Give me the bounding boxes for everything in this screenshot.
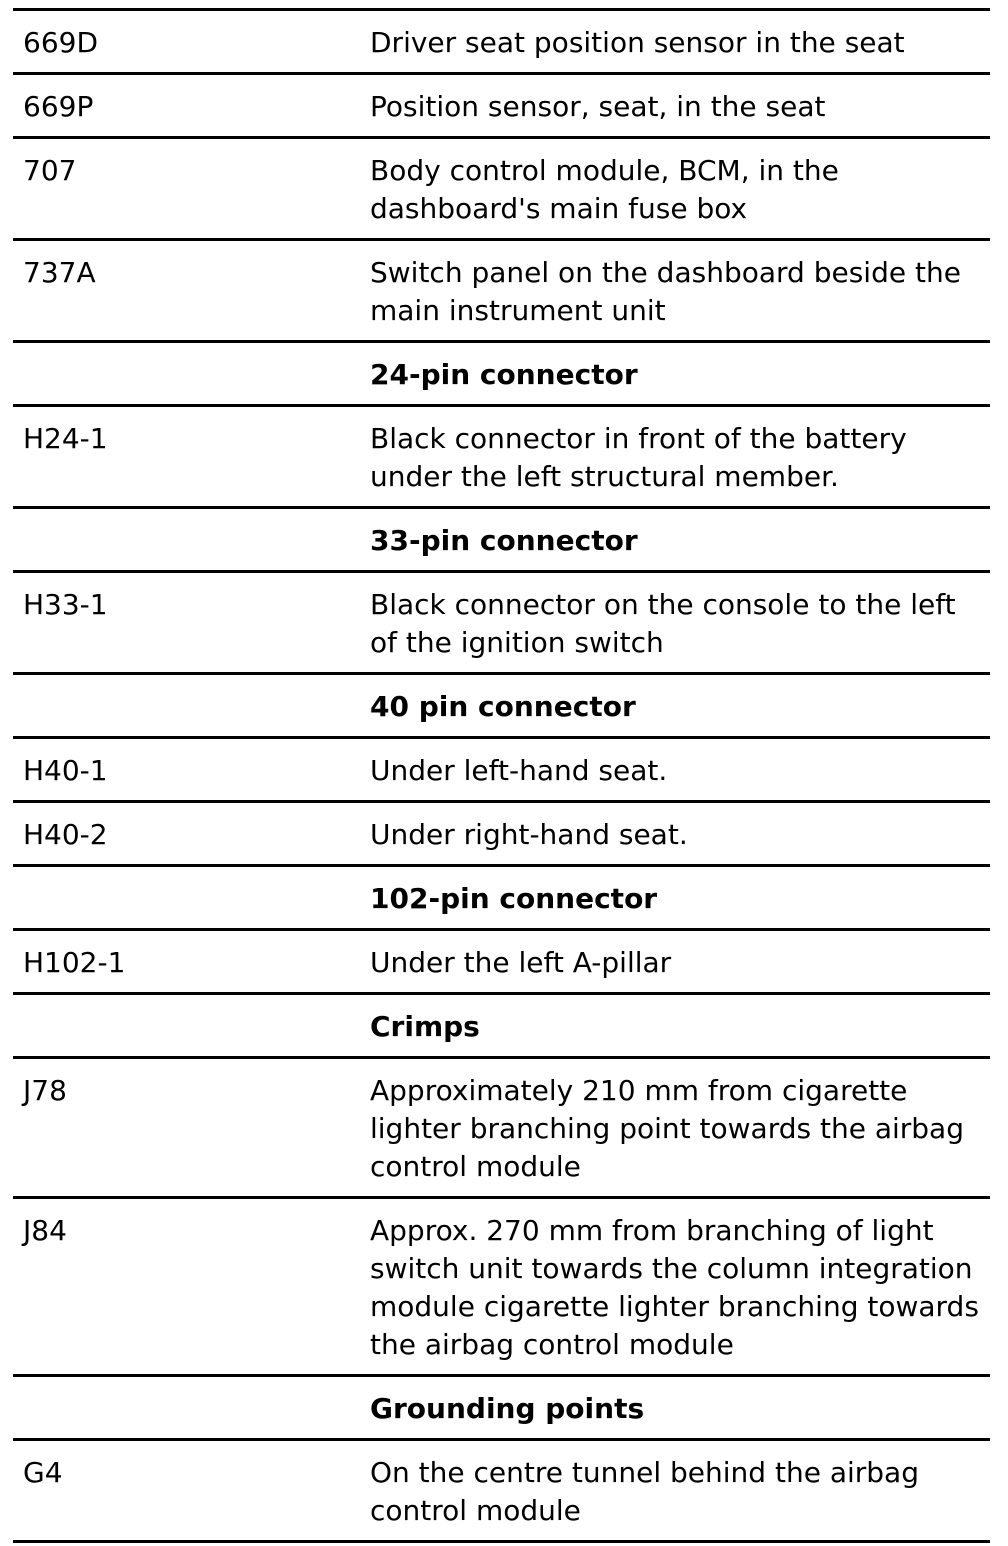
component-code: J84 [23, 1214, 67, 1247]
component-code: 669P [23, 90, 94, 123]
section-header-row [13, 1376, 990, 1440]
component-location-table [13, 8, 990, 1543]
component-code: H102-1 [23, 946, 126, 979]
component-code: H33-1 [23, 588, 108, 621]
table-row [13, 1198, 990, 1376]
section-header-row [13, 994, 990, 1058]
table-row [13, 572, 990, 674]
table-row [13, 1058, 990, 1198]
table-row [13, 802, 990, 866]
section-code-cell [13, 1376, 370, 1440]
component-location: Approx. 270 mm from branching of light switch unit towards the column integration module cigarette lighter branching towards the airbag control module [370, 1214, 979, 1361]
component-location: Approximately 210 mm from cigarette lighter branching point towards the airbag control module [370, 1074, 964, 1183]
component-location: Position sensor, seat, in the seat [370, 90, 826, 123]
section-heading: 102-pin connector [370, 882, 658, 915]
table-row [13, 240, 990, 342]
component-code: 737A [23, 256, 96, 289]
section-code-cell [13, 508, 370, 572]
section-header-row [13, 342, 990, 406]
section-heading: 40 pin connector [370, 690, 636, 723]
section-heading: Crimps [370, 1010, 480, 1043]
component-code: J78 [23, 1074, 67, 1107]
table-row [13, 1440, 990, 1542]
component-location: Under the left A-pillar [370, 946, 672, 979]
component-location: Body control module, BCM, in the dashboard's main fuse box [370, 154, 839, 225]
component-location: Black connector in front of the battery under the left structural member. [370, 422, 907, 493]
component-location: Under left-hand seat. [370, 754, 668, 787]
section-header-row [13, 508, 990, 572]
table-row [13, 10, 990, 74]
section-header-row [13, 866, 990, 930]
section-code-cell [13, 674, 370, 738]
section-code-cell [13, 342, 370, 406]
component-location: Black connector on the console to the left of the ignition switch [370, 588, 956, 659]
section-code-cell [13, 866, 370, 930]
component-location: Switch panel on the dashboard beside the main instrument unit [370, 256, 961, 327]
component-code: 707 [23, 154, 77, 187]
component-code: G4 [23, 1456, 63, 1489]
section-heading: Grounding points [370, 1392, 645, 1425]
component-code: 669D [23, 26, 99, 59]
component-code: H40-1 [23, 754, 108, 787]
component-location: Under right-hand seat. [370, 818, 688, 851]
component-location: Driver seat position sensor in the seat [370, 26, 905, 59]
section-heading: 24-pin connector [370, 358, 638, 391]
table-row [13, 138, 990, 240]
component-code: H40-2 [23, 818, 108, 851]
table-row [13, 738, 990, 802]
section-code-cell [13, 994, 370, 1058]
section-heading: 33-pin connector [370, 524, 638, 557]
component-code: H24-1 [23, 422, 108, 455]
table-row [13, 74, 990, 138]
component-location: On the centre tunnel behind the airbag control module [370, 1456, 919, 1527]
section-header-row [13, 674, 990, 738]
table-row [13, 930, 990, 994]
table-row [13, 406, 990, 508]
